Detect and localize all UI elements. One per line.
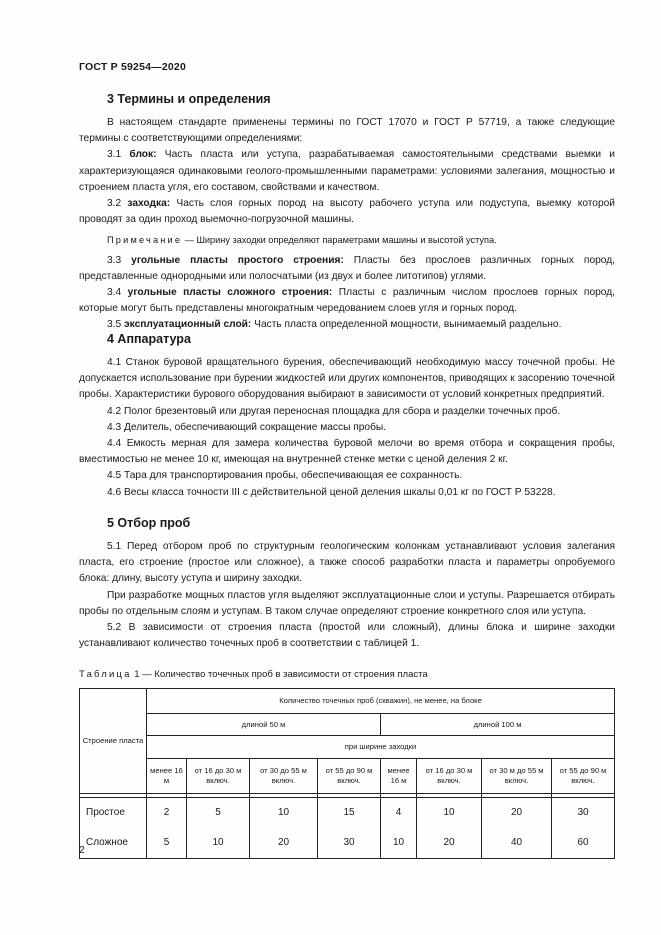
- paragraph-4-1: 4.1 Станок буровой вращательного бурения, обеспечивающий необходимую массу точечной пробы. Не допускается использование при бурении жидкостей или других компонентов, приводящих к засорению точечной пробы. Характеристики бурового оборудования выбирают в зависимости от условий конкретных предприятий.: [79, 357, 615, 401]
- table-cell: 30: [318, 828, 381, 859]
- table-cell: 10: [187, 828, 250, 859]
- paragraph-4-5: 4.5 Тара для транспортирования пробы, обеспечивающая ее сохранность.: [107, 470, 463, 482]
- table-cell: 20: [417, 828, 482, 859]
- paragraph-4-2: 4.2 Полог брезентовый или другая переносная площадка для сбора и разделки точечных проб.: [107, 405, 561, 417]
- term-number: 3.3: [107, 254, 132, 266]
- header-count: Количество точечных проб (скважин), не менее, на блоке: [147, 689, 615, 714]
- table-cell: 5: [147, 828, 187, 859]
- section-3-title: 3 Термины и определения: [107, 92, 271, 106]
- document-header: ГОСТ Р 59254—2020: [79, 61, 187, 73]
- column-header: от 30 до 55 м включ.: [250, 759, 318, 794]
- table-cell: 10: [417, 798, 482, 829]
- section-3-intro: В настоящем стандарте применены термины по ГОСТ 17070 и ГОСТ Р 57719, а также следующие термины с соответствующими определениями:: [79, 117, 615, 145]
- points-count-table: [79, 688, 615, 859]
- table-cell: 10: [381, 828, 417, 859]
- paragraph-5-1: 5.1 Перед отбором проб по структурным геологическим колонкам устанавливают условия залегания пласта, его строение (простое или сложное), а также способ разработки пласта и параметры опробуемого блока: длину, высоту уступа и ширину заходки.: [79, 541, 615, 585]
- term-number: 3.4: [107, 287, 128, 299]
- header-width: при ширине заходки: [147, 736, 615, 759]
- table-cell: 20: [250, 828, 318, 859]
- term-name: блок:: [129, 149, 157, 161]
- header-length-100: длиной 100 м: [381, 714, 615, 736]
- header-structure: Строение пласта: [80, 689, 147, 794]
- term-definition: Пласты с различным числом прослоев горных пород, которые могут быть представлены многократным чередованием слоев угля и горных пород.: [79, 287, 615, 315]
- table-cell: 15: [318, 798, 381, 829]
- table-cell: 20: [482, 798, 552, 829]
- table-row: [80, 828, 615, 859]
- row-name: Простое: [80, 798, 147, 829]
- term-number: 3.2: [107, 198, 128, 210]
- row-name: Сложное: [80, 828, 147, 859]
- term-3-4: [79, 285, 615, 317]
- term-name: заходка:: [127, 198, 171, 210]
- term-number: 3.5: [107, 319, 124, 331]
- term-3-2: [79, 196, 615, 228]
- term-3-1: [79, 147, 615, 196]
- paragraph-4-6: 4.6 Весы класса точности III с действительной ценой деления шкалы 0,01 кг по ГОСТ Р 53228.: [107, 486, 556, 498]
- term-definition: Часть пласта определенной мощности, вынимаемый раздельно.: [251, 319, 562, 331]
- term-name: эксплуатационный слой:: [124, 319, 252, 331]
- section-4-title: 4 Аппаратура: [107, 332, 191, 346]
- term-definition: Часть пласта или уступа, разрабатываемая самостоятельными средствами выемки и характеризующаяся одинаковыми геолого-промышленными параметрами: условиями залегания, мощностью и строением пласта угля, его составом, свойствами и качеством.: [79, 149, 615, 193]
- paragraph-4-4: 4.4 Емкость мерная для замера количества буровой мелочи во время отбора и сокращения пробы, вместимостью не менее 10 кг, имеющая на внутренней стенке метки с ценой деления 2 кг.: [79, 438, 615, 466]
- section-5-title: 5 Отбор проб: [107, 516, 191, 530]
- table-cell: 60: [552, 828, 615, 859]
- table-cell: 2: [147, 798, 187, 829]
- column-header: от 30 м до 55 м включ.: [482, 759, 552, 794]
- term-3-3: [79, 253, 615, 285]
- note-label: Примечание: [107, 235, 183, 246]
- term-number: 3.1: [107, 149, 130, 161]
- table-cell: 5: [187, 798, 250, 829]
- table-cell: 40: [482, 828, 552, 859]
- term-name: угольные пласты простого строения:: [131, 254, 344, 266]
- table-cell: 4: [381, 798, 417, 829]
- paragraph-4-3: 4.3 Делитель, обеспечивающий сокращение массы пробы.: [107, 421, 387, 433]
- column-header: от 55 до 90 м включ.: [318, 759, 381, 794]
- column-header: менее 16 м: [381, 759, 417, 794]
- paragraph-5-1-cont: При разработке мощных пластов угля выделяют эксплуатационные слои и уступы. Разрешается отбирать пробы по отдельным слоям и уступам. В таком случае определяют строение конкретного слоя или уступа.: [79, 589, 615, 617]
- column-header: от 16 до 30 м включ.: [187, 759, 250, 794]
- section-3-body: [79, 115, 615, 334]
- column-header: от 16 до 30 м включ.: [417, 759, 482, 794]
- term-definition: Часть слоя горных пород на высоту рабочего уступа или подуступа, выемку которой проводят за один проход выемочно-погрузочной машины.: [79, 198, 615, 226]
- column-header: менее 16 м: [147, 759, 187, 794]
- table-cell: 30: [552, 798, 615, 829]
- page-number: 2: [79, 844, 85, 856]
- section-4-body: [79, 355, 615, 501]
- term-name: угольные пласты сложного строения:: [127, 287, 333, 299]
- table-cell: 10: [250, 798, 318, 829]
- column-header: от 55 до 90 м включ.: [552, 759, 615, 794]
- note: [79, 232, 615, 248]
- caption-text: 1 — Количество точечных проб в зависимости от строения пласта: [131, 669, 428, 680]
- caption-label: Таблица: [79, 669, 132, 680]
- paragraph-5-2: 5.2 В зависимости от строения пласта (простой или сложный), длины блока и ширине заходки устанавливают количество точечных проб в соответствии с таблицей 1.: [79, 622, 615, 650]
- section-5-body: [79, 539, 615, 652]
- table-row: [80, 798, 615, 829]
- table-caption: [79, 669, 428, 680]
- note-text: — Ширину заходки определяют параметрами машины и высотой уступа.: [182, 235, 497, 246]
- header-length-50: длиной 50 м: [147, 714, 381, 736]
- term-definition: Пласты без прослоев различных горных пород, представленные однородными или полосчатыми (из двух и более литотипов) углями.: [79, 254, 615, 282]
